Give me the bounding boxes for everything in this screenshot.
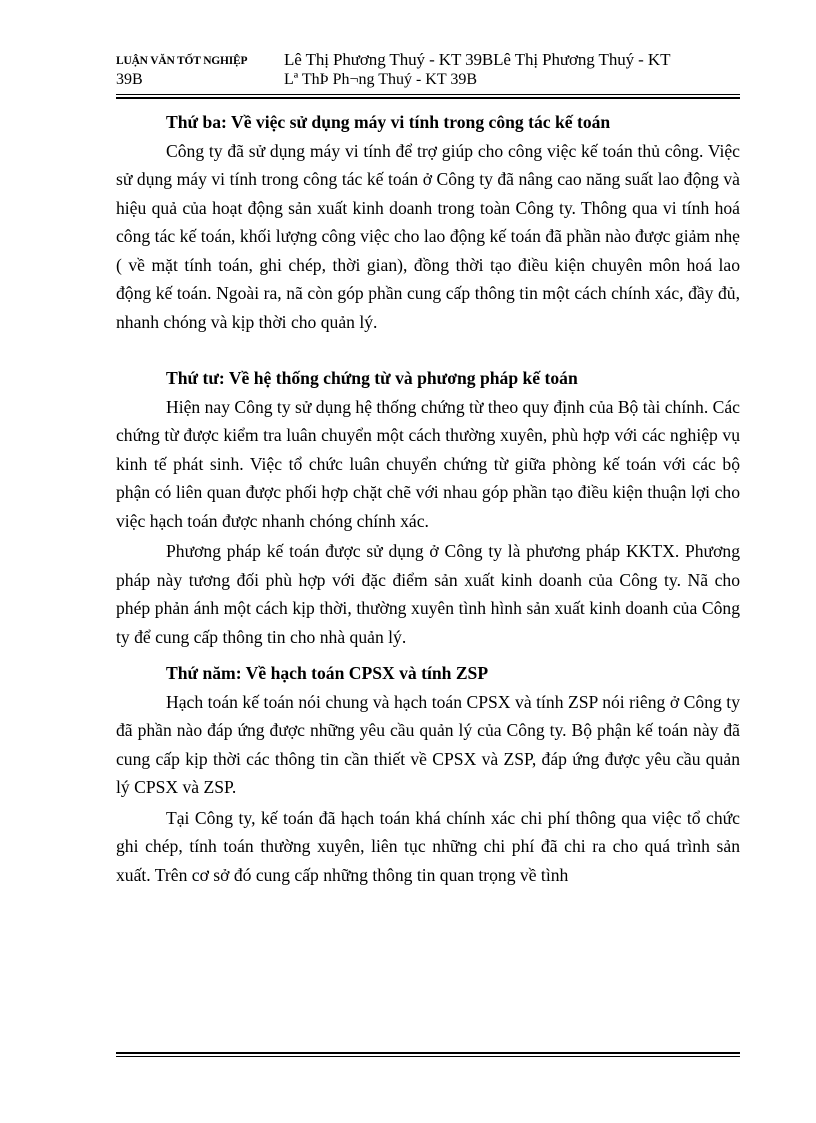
- section-spacer: [116, 651, 740, 659]
- header-author-line-2: Lª ThÞ Ph¬ng Thuý - KT 39B: [284, 71, 478, 88]
- header-thesis-label: LUẬN VĂN TỐT NGHIỆP: [116, 55, 248, 67]
- section-heading: Thứ tư: Về hệ thống chứng từ và phương pháp kế toán: [166, 368, 578, 388]
- header-thesis-class: 39B: [116, 71, 143, 88]
- page-header: [116, 48, 740, 92]
- header-author-line-1: Lê Thị Phương Thuý - KT 39BLê Thị Phương Thuý - KT: [284, 50, 671, 69]
- header-divider-thick: [116, 97, 740, 99]
- section-heading: Thứ ba: Về việc sử dụng máy vi tính trong công tác kế toán: [166, 112, 611, 132]
- header-divider-thin: [116, 94, 740, 95]
- section-heading: Thứ năm: Về hạch toán CPSX và tính ZSP: [166, 663, 489, 683]
- paragraph: Hạch toán kế toán nói chung và hạch toán CPSX và tính ZSP nói riêng ở Công ty đã phần nào đáp ứng được những yêu cầu quản lý của Công ty. Bộ phận kế toán này đã cung cấp kịp thời các thông tin cần thiết về CPSX và ZSP, đáp ứng được yêu cầu quản lý CPSX và ZSP.: [116, 691, 740, 797]
- footer-divider-thin: [116, 1056, 740, 1057]
- paragraph: Phương pháp kế toán được sử dụng ở Công ty là phương pháp KKTX. Phương pháp này tương đối phù hợp với đặc điểm sản xuất kinh doanh của Công ty. Nã cho phép phản ánh một cách kịp thời, thường xuyên tình hình sản xuất kinh doanh của Công ty để cung cấp thông tin cho nhà quản lý.: [116, 541, 740, 647]
- paragraph: Hiện nay Công ty sử dụng hệ thống chứng từ theo quy định của Bộ tài chính. Các chứng từ được kiểm tra luân chuyển một cách thường xuyên, phù hợp với các nghiệp vụ kinh tế phát sinh. Việc tổ chức luân chuyển chứng từ giữa phòng kế toán với các bộ phận có liên quan được phối hợp chặt chẽ với nhau góp phần tạo điều kiện thuận lợi cho việc hạch toán được nhanh chóng chính xác.: [116, 396, 740, 531]
- paragraph: Tại Công ty, kế toán đã hạch toán khá chính xác chi phí thông qua việc tổ chức ghi chép, tính toán thường xuyên, liên tục những chi phí đã chi ra cho quá trình sản xuất. Trên cơ sở đó cung cấp những thông tin quan trọng về tình: [116, 807, 740, 885]
- paragraph: Công ty đã sử dụng máy vi tính để trợ giúp cho công việc kế toán thủ công. Việc sử dụng máy vi tính trong công tác kế toán ở Công ty đã nâng cao năng suất lao động và hiệu quả của hoạt động sản xuất kinh doanh trong toàn Công ty. Thông qua vi tính hoá công tác kế toán, khối lượng công việc cho lao động kế toán đã phần nào được giảm nhẹ ( về mặt tính toán, ghi chép, thời gian), đồng thời tạo điều kiện chuyên môn hoá lao động kế toán. Ngoài ra, nã còn góp phần cung cấp thông tin một cách chính xác, đầy đủ, nhanh chóng và kịp thời cho quản lý.: [116, 140, 740, 332]
- document-body: [116, 108, 740, 889]
- section-spacer: [116, 336, 740, 364]
- footer-divider-thick: [116, 1052, 740, 1054]
